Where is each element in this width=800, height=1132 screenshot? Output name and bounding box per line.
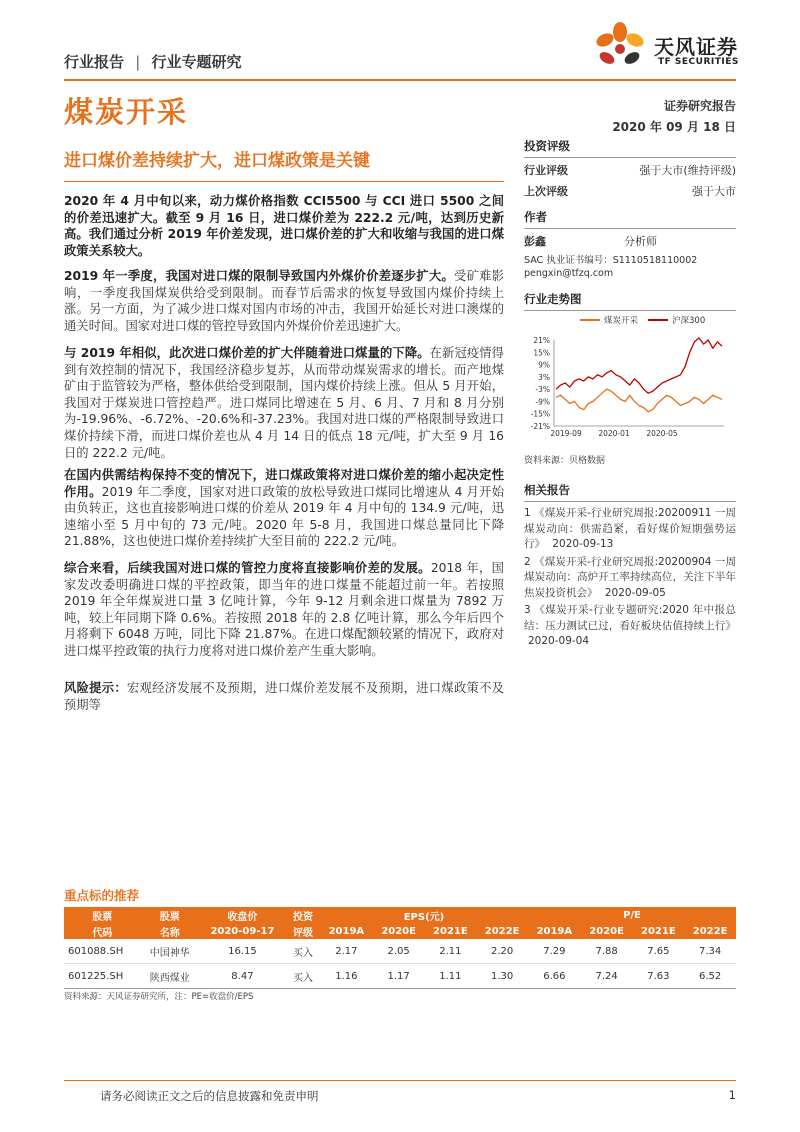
report-category: 行业报告 | 行业专题研究 (64, 53, 242, 71)
legend-label-hs300: 沪深300 (672, 316, 706, 326)
chart-heading: 行业走势图 (524, 292, 582, 306)
paragraph-3: 与 2019 年相似，此次进口煤价差的扩大伴随着进口煤量的下降。在新冠疫情得到有效控制的情况下，我国经济稳步复苏，从而带动煤炭需求的增长。而产地煤矿由于监管较为严格，整体供给受到限制，国内煤价持续上涨。但从 5 月开始，我国对于煤炭进口管控趋严。进口煤同比增速在 5 月、6 月、7 月和 8 月分别为-19.96%、-6.72%、-20.6%和-37.23%。我国对进口煤的严格限制导致进口煤价持续下滑，而进口煤价差也从 4 月 14 日的低点 18 元/吨，扩大至 9 月 16 日的 222.2 元/吨。 (64, 346, 504, 460)
related-section (524, 482, 736, 650)
y-tick-label: 3% (538, 372, 550, 382)
trend-chart (524, 310, 736, 444)
table-row: 601225.SH 陕西煤业 8.47 买入 1.16 1.17 1.11 1.30 6.66 7.24 7.63 6.52 (64, 964, 736, 989)
rating-section (524, 138, 736, 199)
y-tick-label: 9% (538, 360, 550, 370)
chart-source: 资料来源：贝格数据 (524, 456, 606, 466)
y-tick-label: 21% (533, 336, 550, 345)
series-line-coal (556, 389, 722, 412)
risk-warning: 风险提示：宏观经济发展不及预期，进口煤价差发展不及预期，进口煤政策不及预期等 (64, 681, 504, 712)
logo-text: 天风证券 (654, 35, 738, 59)
tf-logo-icon (592, 22, 648, 74)
report-date: 2020 年 09 月 18 日 (612, 120, 736, 134)
paragraph-2: 2019 年一季度，我国对进口煤的限制导致国内外煤价价差逐步扩大。受矿难影响，一季度我国煤炭供给受到限制。而春节后需求的恢复导致国内煤价持续上涨。另一方面，为了减少进口煤对国内市场的冲击，我国开始延长对进口澳煤的通关时间。国家对进口煤的管控导致国内外煤价价差迅速扩大。 (64, 269, 504, 333)
x-tick-label: 2020-01 (598, 429, 630, 438)
recommend-table (64, 907, 736, 989)
y-tick-label: -9% (535, 397, 550, 407)
table-source: 资料来源：天风证券研究所，注：PE=收盘价/EPS (64, 992, 254, 1002)
legend-label-coal: 煤炭开采 (604, 316, 639, 326)
x-tick-label: 2020-05 (646, 429, 678, 438)
author-name: 彭鑫 (524, 235, 546, 248)
table-row: 601088.SH 中国神华 16.15 买入 2.17 2.05 2.11 2.20 7.29 7.88 7.65 7.34 (64, 939, 736, 964)
x-tick-label: 2019-09 (550, 429, 582, 438)
y-tick-label: -15% (530, 409, 550, 419)
paragraph-4: 在国内供需结构保持不变的情况下，进口煤政策将对进口煤价差的缩小起决定性作用。2019 年二季度，国家对进口政策的放松导致进口煤同比增速从 4 月开始由负转正，这也直接影响进口煤的价差从 2019 年 4 月中旬的 134.9 元/吨，迅速缩小至 5 月中旬的 73 元/吨。2020 年 5-8 月，我国进口煤总量同比下降 21.88%，这也使进口煤价差持续扩大至目前的 222.2 元/吨。 (64, 468, 504, 549)
author-sac: SAC 执业证书编号：S1110518110002 (524, 255, 698, 266)
related-heading: 相关报告 (524, 483, 570, 497)
series-line-hs300 (556, 338, 722, 393)
y-tick-label: 15% (533, 348, 550, 358)
recommend-heading: 重点标的推荐 (64, 888, 140, 903)
y-tick-label: -21% (530, 422, 550, 431)
table-header-row-2: 代码 名称 2020-09-17 评级 2019A 2020E 2021E 2022E 2019A 2020E 2021E 2022E (64, 923, 736, 939)
report-type: 证券研究报告 (663, 99, 736, 113)
related-item-3[interactable]: 3 《煤炭开采-行业专题研究:2020 年中报总结：压力测试已过，看好板块估值持续上行》 2020-09-04 (524, 604, 736, 647)
author-section (524, 209, 736, 279)
author-email[interactable]: pengxin@tfzq.com (524, 268, 614, 279)
related-item-1[interactable]: 1 《煤炭开采-行业研究周报:20200911 一周煤炭动向：供需趋紧，看好煤价短期强势运行》 2020-09-13 (524, 507, 736, 550)
report-subtitle: 进口煤价差持续扩大，进口煤政策是关键 (64, 151, 370, 171)
paragraph-1: 2020 年 4 月中旬以来，动力煤价格指数 CCI5500 与 CCI 进口 5500 之间的价差迅速扩大。截至 9 月 16 日，进口煤价差为 222.2 元/吨，达到历史新高。我们通过分析 2019 年价差发现，进口煤价差的扩大和收缩与我国的进口煤政策关系较大。 (64, 194, 504, 258)
industry-title: 煤炭开采 (64, 95, 189, 129)
subtitle-divider (64, 181, 504, 182)
table-header-row-1: 股票 股票 收盘价 投资 EPS(元) P/E (64, 907, 736, 923)
related-item-2[interactable]: 2 《煤炭开采-行业研究周报:20200904 一周煤炭动向：高炉开工率持续高位，关注下半年焦炭投资机会》 2020-09-05 (524, 555, 736, 599)
author-heading: 作者 (524, 210, 547, 224)
chart-section (524, 291, 736, 311)
y-tick-label: -3% (535, 385, 550, 395)
footer-disclaimer: 请务必阅读正文之后的信息披露和免责申明 (100, 1089, 319, 1103)
page-number: 1 (728, 1088, 736, 1102)
header-divider (64, 79, 736, 81)
author-role: 分析师 (624, 235, 657, 248)
industry-rating-row: 行业评级 强于大市(维持评级) (524, 164, 736, 177)
logo-english: TF SECURITIES (658, 57, 739, 67)
prev-rating-row: 上次评级 强于大市 (524, 185, 736, 198)
footer-divider (64, 1080, 736, 1081)
paragraph-5: 综合来看，后续我国对进口煤的管控力度将直接影响价差的发展。2018 年，国家发改委明确进口煤的平控政策，即当年的进口煤量不能超过前一年。若按照 2019 年全年煤炭进口量 3 亿吨计算，今年 9-12 月剩余进口煤量为 7892 万吨，较上年同期下降 0.6%。若按照 2018 年的 2.8 亿吨计算，那么今年后四个月将剩下 6048 万吨，同比下降 21.87%。在进口煤配额较紧的情况下，政府对进口煤平控政策的执行力度将对进口煤价差产生重大影响。 (64, 561, 504, 658)
rating-heading: 投资评级 (524, 139, 570, 153)
